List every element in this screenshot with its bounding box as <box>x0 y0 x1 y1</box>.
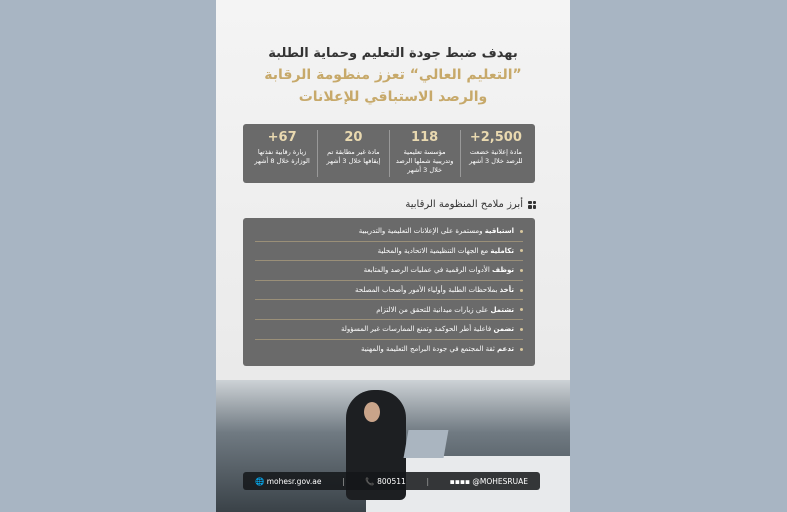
bullet-icon <box>520 230 523 233</box>
social-handle[interactable]: ▪▪▪▪ @MOHESRUAE <box>449 476 528 486</box>
list-item: تكاملية مع الجهات التنظيمية الاتحادية والمحلية <box>255 242 523 262</box>
website-link[interactable]: 🌐 mohesr.gov.ae <box>255 476 322 486</box>
headline-line-1: بهدف ضبط جودة التعليم وحماية الطلبة <box>268 46 518 61</box>
headline-line-3: والرصد الاستباقي للإعلانات <box>298 89 488 105</box>
bullet-icon <box>520 328 523 331</box>
stat <box>247 130 317 177</box>
stat <box>389 130 460 177</box>
stat-value: 20 <box>344 130 363 145</box>
bullet-icon <box>520 269 523 272</box>
bullet-icon <box>520 249 523 252</box>
list-item: استباقية ومستمرة على الإعلانات التعليمية والتدريبية <box>255 222 523 242</box>
footer-bar: 🌐 mohesr.gov.ae | 📞 800511 | ▪▪▪▪ @MOHESRUAE <box>243 472 540 490</box>
list-item: تأخذ بملاحظات الطلبة وأولياء الأمور وأصحاب المصلحة <box>255 281 523 301</box>
features-list <box>243 218 535 366</box>
phone-number: 📞 800511 <box>365 476 406 486</box>
stat-label: زيارة رقابية نفذتها الوزارة خلال 8 أشهر <box>254 148 310 165</box>
list-item: توظف الأدوات الرقمية في عمليات الرصد والمتابعة <box>255 261 523 281</box>
section-heading <box>405 199 536 210</box>
stat-label: مؤسسة تعليمية وتدريبية شملها الرصد خلال 3 أشهر <box>395 148 454 174</box>
photo-woman-at-laptop <box>216 380 570 512</box>
headline <box>216 44 570 108</box>
stat-value: 67+ <box>267 130 297 145</box>
stats-panel <box>243 124 535 183</box>
bullet-icon <box>520 308 523 311</box>
stat-value: 118 <box>411 130 439 145</box>
headline-line-2: ”التعليم العالي“ تعزز منظومة الرقابة <box>264 67 522 83</box>
bullet-icon <box>520 289 523 292</box>
stat-value: 2,500+ <box>469 130 522 145</box>
list-item: تضمن فاعلية أطر الحوكمة وتمنع الممارسات غير المسؤولة <box>255 320 523 340</box>
poster <box>216 0 570 512</box>
grid-icon <box>528 201 536 209</box>
list-item: تشتمل على زيارات ميدانية للتحقق من الالتزام <box>255 300 523 320</box>
section-title: أبرز ملامح المنظومة الرقابية <box>405 199 523 210</box>
bullet-icon <box>520 348 523 351</box>
list-item: تدعم ثقة المجتمع في جودة البرامج التعليمة والمهنية <box>255 340 523 360</box>
stat <box>317 130 388 177</box>
stat-label: مادة إعلانية خضعت للرصد خلال 3 أشهر <box>469 148 523 165</box>
stat <box>460 130 531 177</box>
stat-label: مادة غير مطابقة تم إيقافها خلال 3 أشهر <box>326 148 381 165</box>
